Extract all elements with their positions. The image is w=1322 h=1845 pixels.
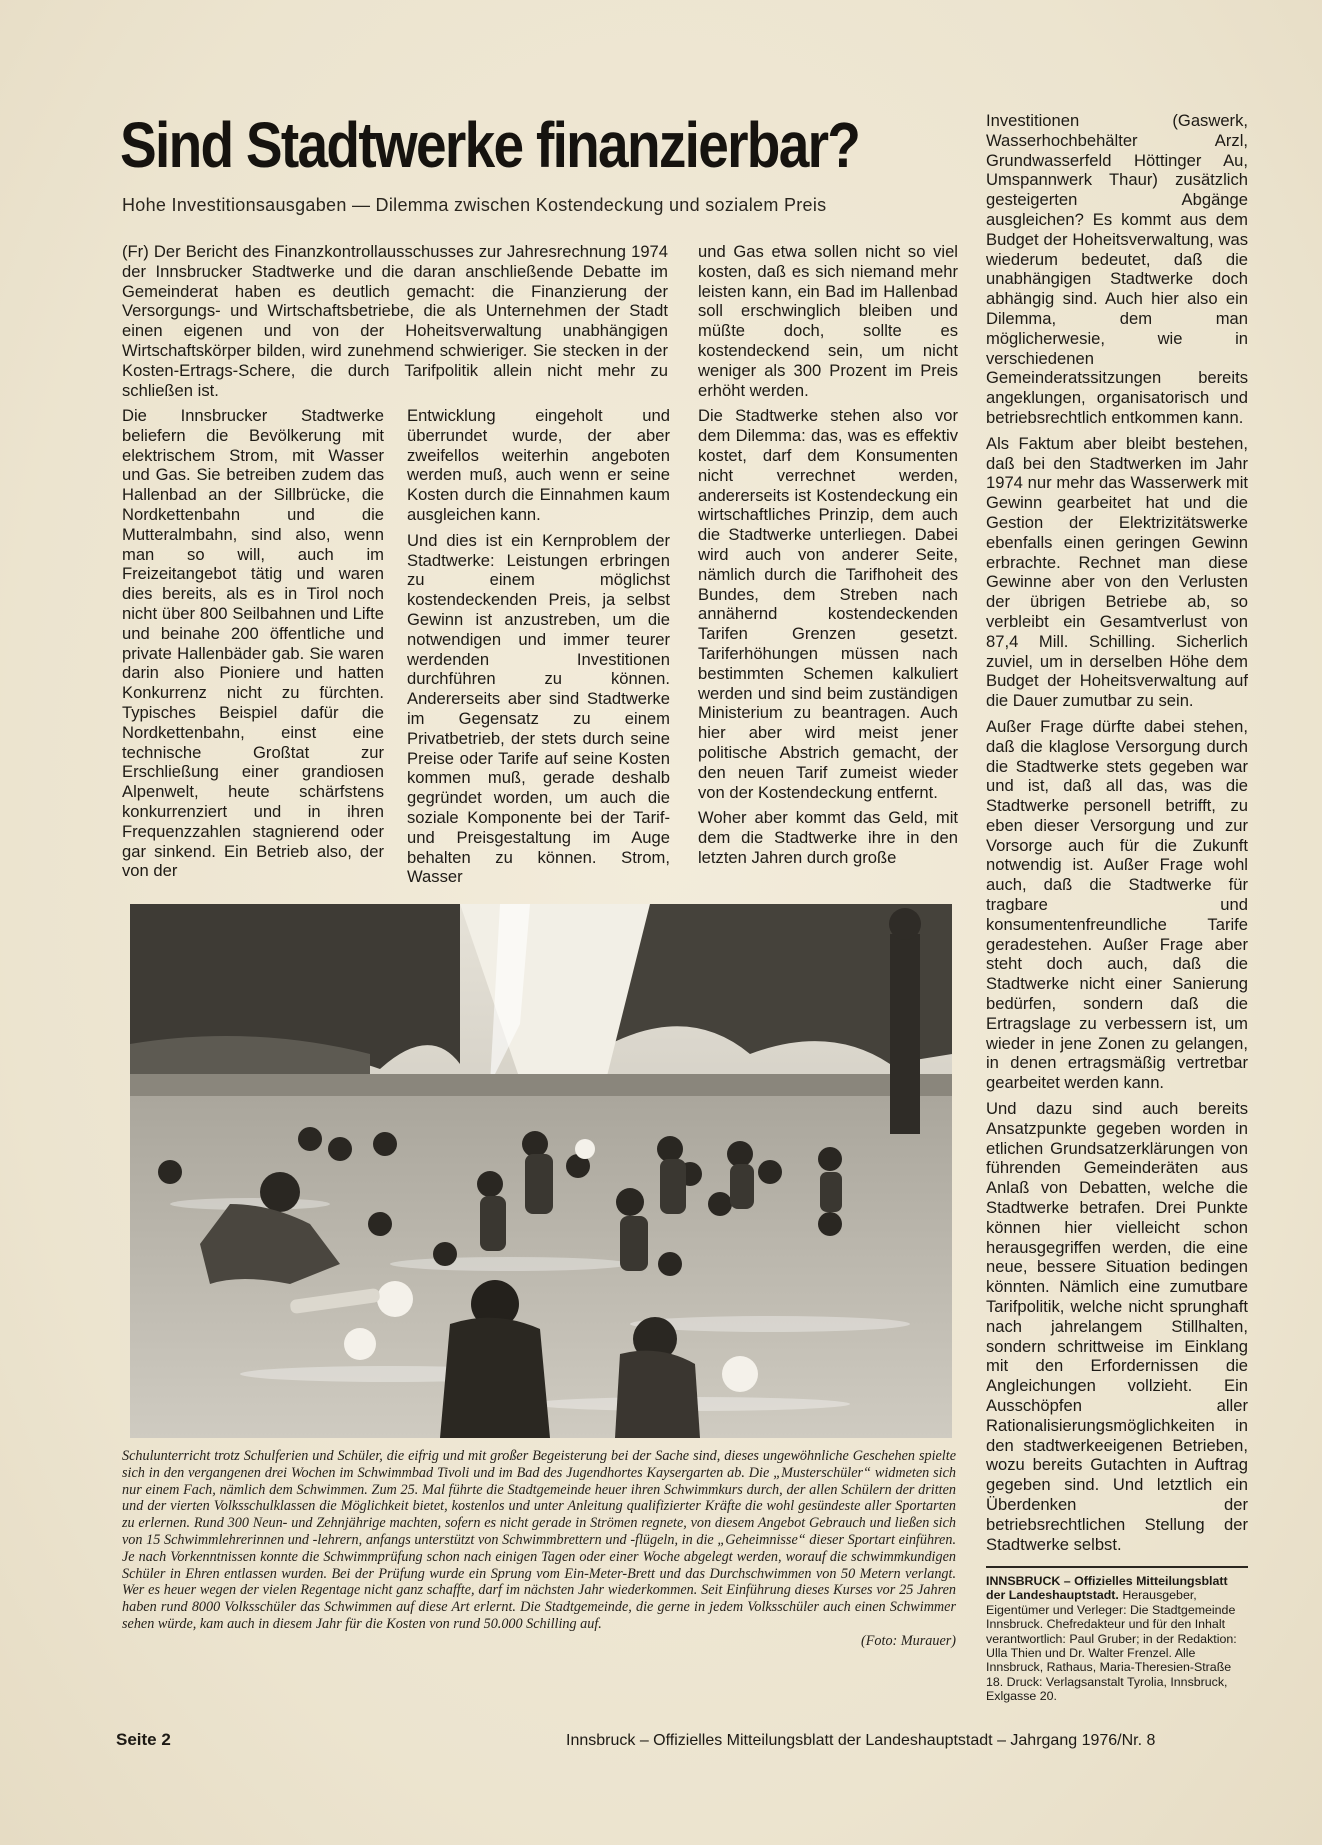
imprint-body: Herausgeber, Eigentümer und Verleger: Die Stadtgemeinde Innsbruck. Chefredakteur und für den Inhalt verantwortlich: Paul Gruber; in der Redaktion: Ulla Thien und Dr. Walter Frenzel. Alle Innsbruck, Rathaus, Maria-Theresien-Straße 18. Druck: Verlagsanstalt Tyrolia, Innsbruck, Exlgasse 20. <box>986 1588 1237 1704</box>
page-number: Seite 2 <box>116 1730 171 1749</box>
column-2-paragraph-2: Und dies ist ein Kernproblem der Stadtwerke: Leistungen erbringen zu einem möglichst kostendeckenden Preis, ja selbst Gewinn ist anzustreben, um die notwendigen und immer teurer werdenden Investitionen durchführen zu können. Andererseits aber sind Stadtwerke im Gegensatz zu einem Privatbetrieb, der stets durch seine Preise oder Tarife auf seine Kosten kommen muß, gerade deshalb gegründet worden, um auch die soziale Komponente bei der Tarif- und Preisgestaltung im Auge behalten zu können. Strom, Wasser <box>407 530 670 887</box>
swimming-pool-photo <box>130 904 952 1438</box>
intro-text: (Fr) Der Bericht des Finanzkontrollausschusses zur Jahresrechnung 1974 der Innsbrucker Stadtwerke und die daran anschließende Debatte im Gemeinderat haben es deutlich gemacht: die Finanzierung der Versorgungs- und Wirtschaftsbetriebe, die als Unternehmen der Stadt einen eigenen und von der Hoheitsverwaltung unabhängigen Wirtschaftskörper bilden, wird zunehmend schwieriger. Sie stecken in der Kosten-Ertrags-Schere, die durch Tarifpolitik allein nicht mehr zu schließen ist. <box>122 242 668 400</box>
imprint-title: INNSBRUCK – Offizielles Mitteilungsblatt der Landeshauptstadt. <box>986 1574 1228 1603</box>
column-4-paragraph-3: Außer Frage dürfte dabei stehen, daß die klaglose Versorgung durch die Stadtwerke stets gegeben war und ist, daß all das, was die Stadtwerke personell betrifft, zu eben dieser Versorgung und zur Vorsorge auch für die Zukunft notwendig ist. Außer Frage wohl auch, daß die Stadtwerke für tragbare und konsumentenfreundliche Tarife geradestehen. Außer Frage aber steht doch auch, daß die Stadtwerke nicht einer Sanierung bedürfen, sondern daß die Ertragslage zu verbessern ist, um wieder in jene Zonen zu gelangen, in denen ertragsmäßig vertretbar gearbeitet werden kann. <box>986 716 1248 1093</box>
intro-paragraph <box>122 242 668 406</box>
imprint-box <box>986 1574 1248 1704</box>
publication-line: Innsbruck – Offizielles Mitteilungsblatt der Landeshauptstadt – Jahrgang 1976/Nr. 8 <box>566 1732 1156 1749</box>
column-4 <box>986 111 1248 1560</box>
headline: Sind Stadtwerke finanzierbar? <box>120 109 860 181</box>
caption-text: Schulunterricht trotz Schulferien und Schüler, die eifrig und mit großer Begeisterung bei der Sache sind, dieses ungewöhnliche Geschehen spielte sich in den vergangenen drei Wochen im Schwimmbad Tivoli und im Bad des Jugendhortes Kaysergarten ab. Die „Musterschüler“ widmeten sich nur einem Fach, nämlich dem Schwimmen. Zum 25. Mal führte die Stadtgemeinde heuer ihren Schwimmkurs durch, der allen Schülern der dritten und der vierten Volksschulklassen die Möglichkeit bietet, kostenlos und unter Anleitung qualifizierter Kräfte die wohl gesündeste aller Sportarten zu erlernen. Rund 300 Neun- und Zehnjährige machten, sofern es nicht gerade in Strömen regnete, von diesem Angebot Gebrauch und ließen sich von 15 Schwimmlehrerinnen und -lehrern, anfangs unterstützt von Schwimmbrettern und -flügeln, in die „Geheimnisse“ dieser Sportart einführen. Je nach Vorkenntnissen konnte die Schwimmprüfung schon nach einigen Tagen oder einer Woche abgelegt werden, worauf die schwimmkundigen Schüler in Ehren entlassen wurden. Bei der Prüfung wurde ein Sprung vom Ein-Meter-Brett und das Durchschwimmen von 50 Metern verlangt. Wer es heuer wegen der vielen Regentage nicht ganz schaffte, darf im nächsten Jahr wiederkommen. Seit Einführung dieses Kurses vor 25 Jahren haben rund 8000 Volksschüler das Schwimmen auf diese Art erlernt. Die Stadtgemeinde, die gerne in jedem Volksschüler auch einen Schwimmer sehen würde, kam auch in diesem Jahr für die Kosten von rund 50.000 Schilling auf. <box>122 1448 956 1632</box>
column-4-paragraph-4: Und dazu sind auch bereits Ansatzpunkte gegeben worden in etlichen Grundsatzerklärungen von führenden Gemeinderäten aus Anlaß von Debatten, welche die Stadtwerke betrafen. Drei Punkte können hier vielleicht schon herausgegriffen werden, die eine neue, bessere Situation bedingen könnten. Nämlich eine zumutbare Tarifpolitik, welche nicht sprunghaft nach jahrelangem Stillhalten, sondern schrittweise im Einklang mit den Erfordernissen die Angleichungen vollzieht. Ein Ausschöpfen aller Rationalisierungsmöglichkeiten in den stadtwerkeeigenen Betrieben, wozu bereits Gutachten in Auftrag gegeben sind. Und letztlich ein Überdenken der betriebsrechtlichen Stellung der Stadtwerke selbst. <box>986 1099 1248 1554</box>
column-3-paragraph-3: Woher aber kommt das Geld, mit dem die Stadtwerke ihre in den letzten Jahren durch große <box>698 808 958 867</box>
imprint-divider <box>986 1566 1248 1568</box>
column-4-paragraph-2: Als Faktum aber bleibt bestehen, daß bei den Stadtwerken im Jahr 1974 nur mehr das Wasserwerk mit Gewinn gearbeitet hat und die Gestion der Elektrizitätswerke ebenfalls einen geringen Gewinn erbrachte. Rechnet man diese Gewinne aber von den Verlusten der übrigen Betriebe ab, so verbleibt ein Gesamtverlust von 87,4 Mill. Schilling. Sicherlich zuviel, um in derselben Höhe dem Budget der Hoheitsverwaltung auf die Dauer zumutbar zu sein. <box>986 433 1248 711</box>
photo-credit: (Foto: Murauer) <box>861 1632 956 1649</box>
column-2-paragraph-1: Entwicklung eingeholt und überrundet wurde, der aber zweifellos weiterhin angeboten werden muß, auch wenn er seine Kosten durch die Einnahmen kaum ausgleichen kann. <box>407 406 670 524</box>
photo-caption <box>122 1448 956 1650</box>
column-2 <box>407 406 670 893</box>
column-1-text: Die Innsbrucker Stadtwerke beliefern die Bevölkerung mit elektrischem Strom, mit Wasser und Gas. Sie betreiben zudem das Hallenbad an der Sillbrücke, die Nordkettenbahn und die Mutteralmbahn, sind also, wenn man so will, auch im Freizeitangebot tätig und waren dies bereits, als es in Tirol noch nicht über 800 Seilbahnen und Lifte und beinahe 200 öffentliche und private Hallenbäder gab. Sie waren darin also Pioniere und hatten Konkurrenz nicht zu fürchten. Typisches Beispiel dafür die Nordkettenbahn, einst eine technische Großtat zur Erschließung einer grandiosen Alpenwelt, heute schärfstens konkurrenziert und in ihren Frequenzzahlen stagnierend oder gar sinkend. Ein Betrieb also, der von der <box>122 406 384 881</box>
column-3 <box>698 242 958 874</box>
column-3-paragraph-1: und Gas etwa sollen nicht so viel kosten, daß es sich niemand mehr leisten kann, ein Bad im Hallenbad soll erschwinglich bleiben und müßte doch, sollte es kostendeckend sein, um nicht weniger als 300 Prozent im Preis erhöht werden. <box>698 242 958 400</box>
photo-illustration <box>130 904 952 1438</box>
column-3-paragraph-2: Die Stadtwerke stehen also vor dem Dilemma: das, was es effektiv kostet, darf dem Konsumenten nicht verrechnet werden, andererseits ist Kostendeckung ein wirtschaftliches Prinzip, dem auch die Stadtwerke unterliegen. Dabei wird auch von anderer Seite, nämlich durch die Tarifhoheit des Bundes, dem Streben nach annähernd kostendeckenden Tarifen Grenzen gesetzt. Tariferhöhungen müssen nach bestimmten Schemen kalkuliert werden und sind beim zuständigen Ministerium zu beantragen. Auch hier aber wird meist jener politische Abstrich gemacht, der den neuen Tarif zumeist wieder von der Kostendeckung entfernt. <box>698 406 958 802</box>
column-1 <box>122 406 384 887</box>
subtitle: Hohe Investitionsausgaben — Dilemma zwischen Kostendeckung und sozialem Preis <box>122 195 827 215</box>
photo-credit-line <box>122 1633 956 1650</box>
column-4-paragraph-1: Investitionen (Gaswerk, Wasserhochbehälter Arzl, Grundwasserfeld Höttinger Au, Umspannwerk Thaur) zusätzlich gesteigerten Abgänge ausgleichen? Es kommt aus dem Budget der Hoheitsverwaltung, was wiederum bedeutet, daß die unabhängigen Stadtwerke doch abhängig sind. Auch hier also ein Dilemma, dem man möglicherwesie, wie in verschiedenen Gemeinderatssitzungen bereits angeklungen, organisatorisch und betriebsrechtlich entkommen kann. <box>986 111 1248 427</box>
